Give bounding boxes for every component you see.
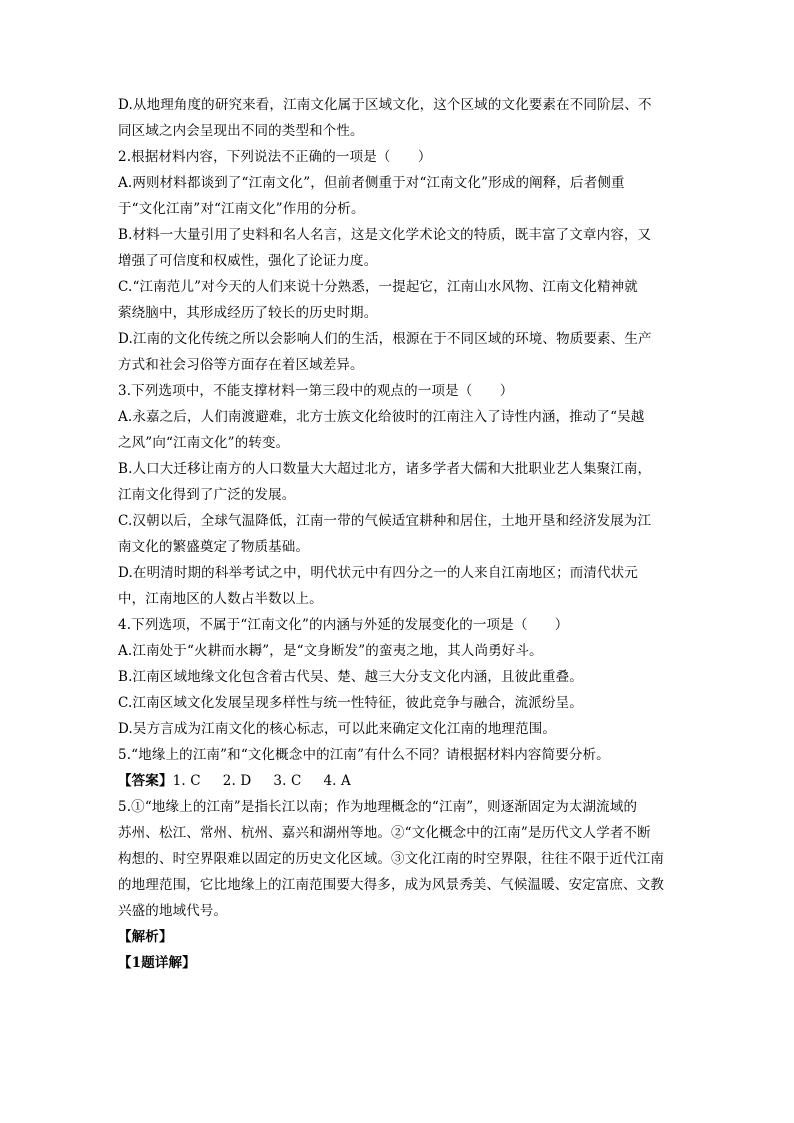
text-line: D.吴方言成为江南文化的核心标志，可以此来确定文化江南的地理范围。 xyxy=(118,721,557,737)
text-line: A.永嘉之后，人们南渡避难，北方士族文化给彼时的江南注入了诗性内涵，推动了“吴越 xyxy=(118,409,645,425)
text-line: 方式和社会习俗等方面存在着区域差异。 xyxy=(118,357,364,373)
text-line: B.材料一大量引用了史料和名人名言，这是文化学术论文的特质，既丰富了文章内容，又 xyxy=(118,227,652,243)
text-line: D.从地理角度的研究来看，江南文化属于区域文化，这个区域的文化要素在不同阶层、不 xyxy=(118,97,652,113)
answer-item: 1. C xyxy=(172,773,201,789)
answer-text-line: 的地理范围，它比地缘上的江南范围要大得多，成为风景秀美、气候温暖、安定富庶、文教 xyxy=(118,877,664,893)
question-3-stem: 3.下列选项中，不能支撑材料一第三段中的观点的一项是（ ） xyxy=(118,383,514,399)
text-line: C.汉朝以后，全球气温降低，江南一带的气候适宜耕种和居住，土地开垦和经济发展为江 xyxy=(118,513,652,529)
text-line: D.在明清时期的科举考试之中，明代状元中有四分之一的人来自江南地区；而清代状元 xyxy=(118,565,638,581)
text-line: 萦绕脑中，其形成经历了较长的历史时期。 xyxy=(118,305,378,321)
text-line: 增强了可信度和权威性，强化了论证力度。 xyxy=(118,253,378,269)
answer-item: 2. D xyxy=(222,773,252,789)
answer-text-line: 苏州、松江、常州、杭州、嘉兴和湖州等地。②“文化概念中的江南”是历代文人学者不断 xyxy=(118,825,651,841)
text-line: C.“江南范儿”对今天的人们来说十分熟悉，一提起它，江南山水风物、江南文化精神就 xyxy=(118,279,638,295)
answer-text-line: 5.①“地缘上的江南”是指长江以南；作为地理概念的“江南”，则逐渐固定为太湖流域的 xyxy=(118,799,638,815)
text-line: 南文化的繁盛奠定了物质基础。 xyxy=(118,539,310,555)
question-5-stem: 5.“地缘上的江南”和“文化概念中的江南”有什么不同？请根据材料内容简要分析。 xyxy=(118,747,610,763)
text-line: B.江南区域地缘文化包含着古代吴、楚、越三大分支文化内涵，且彼此重叠。 xyxy=(118,669,583,685)
text-line: 之风”向“江南文化”的转变。 xyxy=(118,435,290,451)
text-line: A.两则材料都谈到了“江南文化”，但前者侧重于对“江南文化”形成的阐释，后者侧重 xyxy=(118,175,625,191)
answer-line xyxy=(118,768,684,794)
answer-label: 【答案】 xyxy=(118,773,173,789)
text-line: B.人口大迁移让南方的人口数量大大超过北方，诸多学者大儒和大批职业艺人集聚江南， xyxy=(118,461,652,477)
answer-text-line: 兴盛的地域代号。 xyxy=(118,903,228,919)
text-line: C.江南区域文化发展呈现多样性与统一性特征，彼此竞争与融合，流派纷呈。 xyxy=(118,695,583,711)
text-line: D.江南的文化传统之所以会影响人们的生活，根源在于不同区域的环境、物质要素、生产 xyxy=(118,331,652,347)
answer-item: 4. A xyxy=(323,773,351,789)
document-page xyxy=(118,92,684,976)
detail-label: 【1题详解】 xyxy=(118,955,196,971)
answer-text-line: 构想的、时空界限难以固定的历史文化区域。③文化江南的时空界限，往往不限于近代江南 xyxy=(118,851,664,867)
question-2-stem: 2.根据材料内容，下列说法不正确的一项是（ ） xyxy=(118,149,432,165)
text-line: 江南文化得到了广泛的发展。 xyxy=(118,487,296,503)
text-line: A.江南处于“火耕而水耨”，是“文身断发”的蛮夷之地，其人尚勇好斗。 xyxy=(118,643,543,659)
analysis-label: 【解析】 xyxy=(118,929,173,945)
text-line: 中，江南地区的人数占半数以上。 xyxy=(118,591,323,607)
answer-item: 3. C xyxy=(273,773,302,789)
text-line: 同区域之内会呈现出不同的类型和个性。 xyxy=(118,123,364,139)
text-line: 于“文化江南”对“江南文化”作用的分析。 xyxy=(118,201,365,217)
question-4-stem: 4.下列选项，不属于“江南文化”的内涵与外延的发展变化的一项是（ ） xyxy=(118,617,569,633)
